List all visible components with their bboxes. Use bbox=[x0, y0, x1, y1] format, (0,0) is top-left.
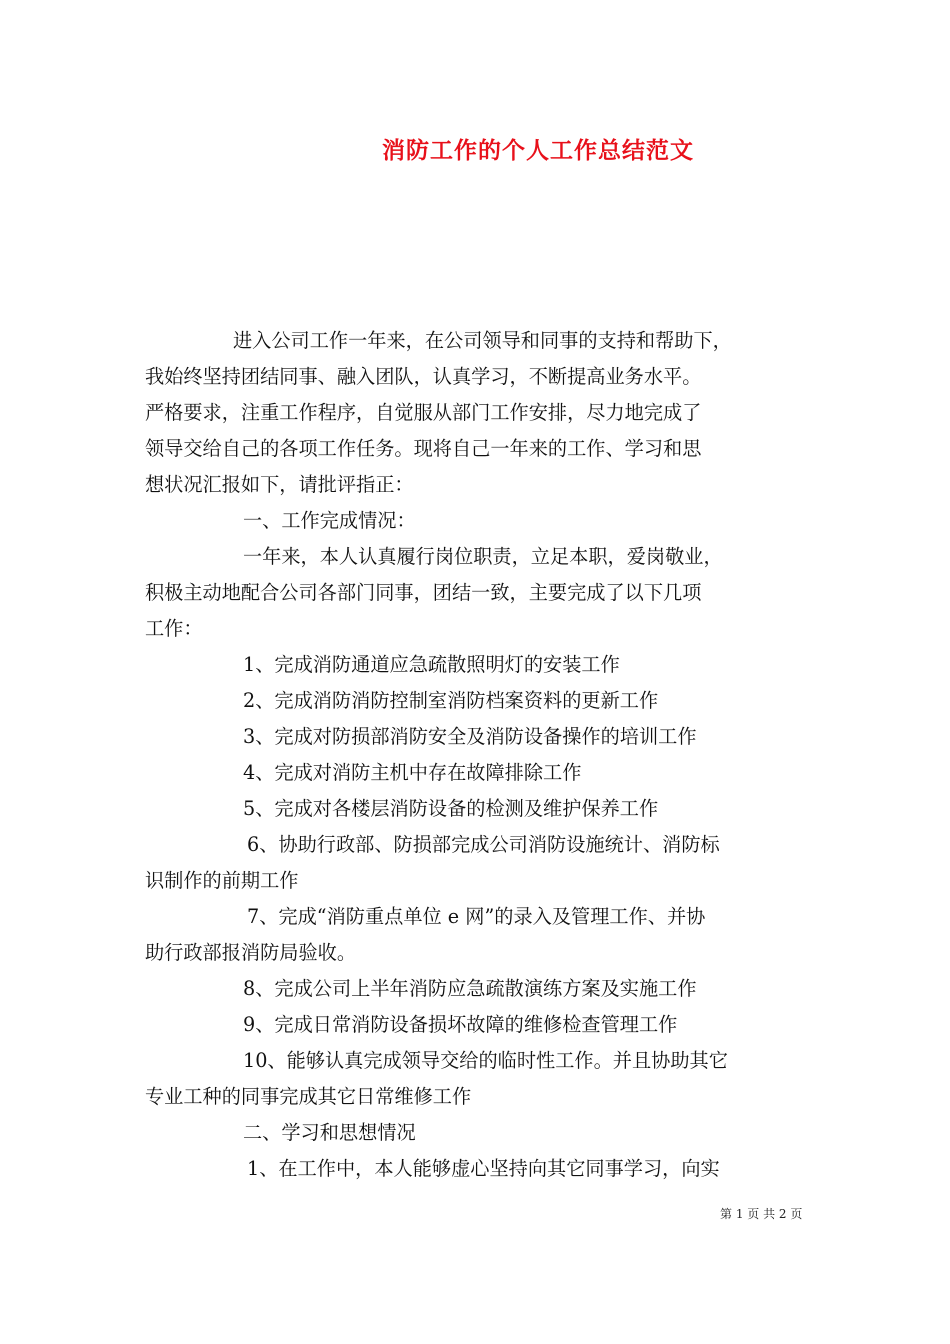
list-item-continuation: 专业工种的同事完成其它日常维修工作 bbox=[145, 1085, 472, 1108]
document-body bbox=[145, 323, 805, 1187]
list-item: 10、能够认真完成领导交给的临时性工作。并且协助其它 bbox=[243, 1049, 728, 1072]
paragraph-line: 积极主动地配合公司各部门同事，团结一致，主要完成了以下几项 bbox=[145, 581, 702, 604]
list-item: 9、完成日常消防设备损坏故障的维修检查管理工作 bbox=[243, 1013, 678, 1036]
section-heading: 一、工作完成情况： bbox=[243, 509, 416, 532]
paragraph-line: 工作： bbox=[145, 617, 203, 640]
list-item-continuation: 识制作的前期工作 bbox=[145, 869, 299, 892]
list-item-continuation: 助行政部报消防局验收。 bbox=[145, 941, 357, 964]
paragraph-line: 想状况汇报如下，请批评指正： bbox=[145, 473, 414, 496]
section-heading: 二、学习和思想情况 bbox=[243, 1121, 416, 1144]
list-item: 5、完成对各楼层消防设备的检测及维护保养工作 bbox=[243, 797, 659, 820]
paragraph-line: 领导交给自己的各项工作任务。现将自己一年来的工作、学习和思 bbox=[145, 437, 702, 460]
list-item: 4、完成对消防主机中存在故障排除工作 bbox=[243, 761, 582, 784]
document-title: 消防工作的个人工作总结范文 bbox=[382, 137, 694, 164]
list-item: 6、协助行政部、防损部完成公司消防设施统计、消防标 bbox=[247, 833, 720, 856]
paragraph-line: 我始终坚持团结同事、融入团队，认真学习，不断提高业务水平。 bbox=[145, 365, 702, 388]
list-item: 2、完成消防消防控制室消防档案资料的更新工作 bbox=[243, 689, 659, 712]
paragraph-line: 一年来，本人认真履行岗位职责，立足本职，爱岗敬业， bbox=[243, 545, 723, 568]
list-item: 7、完成“消防重点单位 e 网”的录入及管理工作、并协 bbox=[247, 905, 706, 928]
page-number-footer: 第 1 页 共 2 页 bbox=[720, 1207, 803, 1221]
paragraph-line: 进入公司工作一年来，在公司领导和同事的支持和帮助下， bbox=[233, 329, 732, 352]
list-item: 1、在工作中，本人能够虚心坚持向其它同事学习，向实 bbox=[247, 1157, 720, 1180]
list-item: 3、完成对防损部消防安全及消防设备操作的培训工作 bbox=[243, 725, 697, 748]
list-item: 8、完成公司上半年消防应急疏散演练方案及实施工作 bbox=[243, 977, 697, 1000]
list-item: 1、完成消防通道应急疏散照明灯的安装工作 bbox=[243, 653, 620, 676]
paragraph-line: 严格要求，注重工作程序，自觉服从部门工作安排，尽力地完成了 bbox=[145, 401, 702, 424]
